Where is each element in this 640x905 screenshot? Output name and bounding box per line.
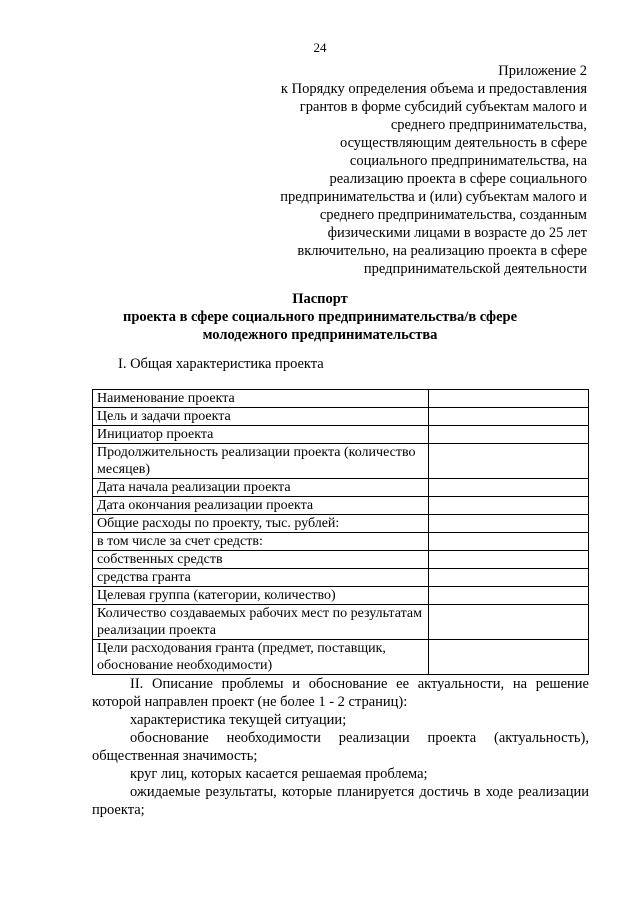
table-row <box>93 497 589 515</box>
table-row <box>93 515 589 533</box>
row-label: Количество создаваемых рабочих мест по результатам реализации проекта <box>93 605 429 640</box>
appendix-line: к Порядку определения объема и предоставления <box>280 81 587 97</box>
row-label: Инициатор проекта <box>93 426 429 444</box>
appendix-line: среднего предпринимательства, созданным <box>319 207 587 223</box>
row-value <box>429 551 589 569</box>
appendix-line: социального предпринимательства, на <box>349 153 587 169</box>
table-row <box>93 479 589 497</box>
page-number: 24 <box>313 40 327 55</box>
section2-item: ожидаемые результаты, которые планируется достичь в ходе реализации проекта; <box>92 784 589 818</box>
table-row <box>93 408 589 426</box>
row-value <box>429 444 589 479</box>
row-label: Цели расходования гранта (предмет, поставщик, обоснование необходимости) <box>93 640 429 675</box>
appendix-line: осуществляющим деятельность в сфере <box>339 135 587 151</box>
section2-item: характеристика текущей ситуации; <box>130 712 347 728</box>
section2-intro: II. Описание проблемы и обоснование ее актуальности, на решение которой направлен проект (не более 1 - 2 страниц): <box>92 676 589 710</box>
section2-item: круг лиц, которых касается решаемая проблема; <box>130 766 428 782</box>
section2-item: обоснование необходимости реализации проекта (актуальность), общественная значимость; <box>92 730 589 764</box>
table-row <box>93 551 589 569</box>
row-value <box>429 408 589 426</box>
appendix-line: среднего предпринимательства, <box>390 117 587 133</box>
row-value <box>429 640 589 675</box>
appendix-line: физическими лицами в возрасте до 25 лет <box>327 225 587 241</box>
row-value <box>429 533 589 551</box>
row-label: Наименование проекта <box>93 390 429 408</box>
row-value <box>429 515 589 533</box>
passport-table <box>92 389 589 675</box>
appendix-line: Приложение 2 <box>498 63 587 79</box>
section2-block <box>92 675 589 819</box>
row-value <box>429 497 589 515</box>
appendix-line: предпринимательства и (или) субъектам малого и <box>280 189 587 205</box>
title-line: Паспорт <box>292 291 348 307</box>
row-label: Цель и задачи проекта <box>93 408 429 426</box>
row-label: Дата окончания реализации проекта <box>93 497 429 515</box>
row-value <box>429 426 589 444</box>
section1-heading: I. Общая характеристика проекта <box>118 356 324 372</box>
row-label: Продолжительность реализации проекта (количество месяцев) <box>93 444 429 479</box>
table-row <box>93 533 589 551</box>
table-row <box>93 444 589 479</box>
document-title <box>0 290 640 344</box>
table-row <box>93 587 589 605</box>
appendix-line: включительно, на реализацию проекта в сфере <box>297 243 587 259</box>
row-value <box>429 605 589 640</box>
row-label: в том числе за счет средств: <box>93 533 429 551</box>
row-value <box>429 390 589 408</box>
row-label: Целевая группа (категории, количество) <box>93 587 429 605</box>
table-row <box>93 569 589 587</box>
table-row <box>93 426 589 444</box>
row-value <box>429 569 589 587</box>
appendix-line: реализацию проекта в сфере социального <box>329 171 587 187</box>
row-label: средства гранта <box>93 569 429 587</box>
table-row <box>93 605 589 640</box>
title-line: молодежного предпринимательства <box>202 327 438 343</box>
row-label: Дата начала реализации проекта <box>93 479 429 497</box>
title-line: проекта в сфере социального предпринимательства/в сфере <box>122 309 518 325</box>
appendix-block <box>207 62 587 278</box>
table-row <box>93 640 589 675</box>
appendix-line: предпринимательской деятельности <box>363 261 587 277</box>
row-label: собственных средств <box>93 551 429 569</box>
row-value <box>429 479 589 497</box>
row-value <box>429 587 589 605</box>
row-label: Общие расходы по проекту, тыс. рублей: <box>93 515 429 533</box>
appendix-line: грантов в форме субсидий субъектам малого и <box>299 99 587 115</box>
table-row <box>93 390 589 408</box>
